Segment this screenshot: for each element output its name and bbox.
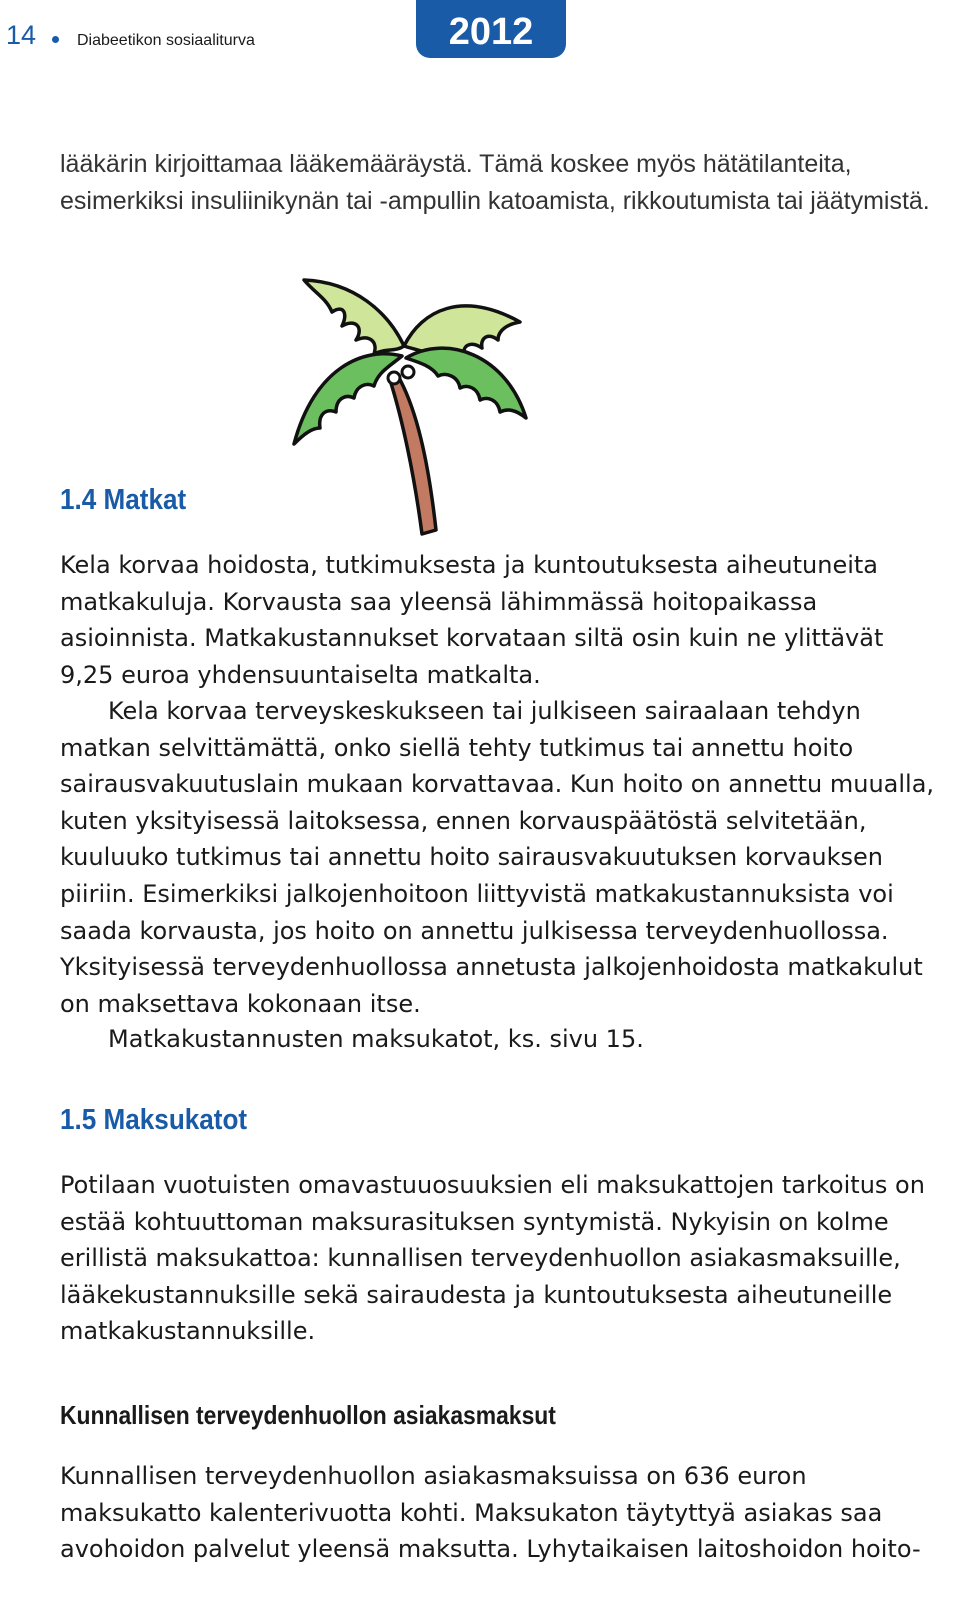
paragraph-matkat-1: Kela korvaa hoidosta, tutkimuksesta ja kuntoutuksesta aiheutuneita matkakuluja. Korvausta saa yleensä lähimmässä hoitopaikassa asioinnista. Matkakustannukset korvataan siltä osin kuin ne ylittävät 9,25 euroa yhdensuuntaiselta matkalta.	[60, 551, 884, 689]
section-heading-maksukatot: 1.5 Maksukatot	[60, 1104, 248, 1136]
bullet-dot-icon	[52, 36, 59, 43]
paragraph-matkat-2: Kela korvaa terveyskeskukseen tai julkiseen sairaalaan tehdyn matkan selvittämättä, onko siellä tehty tutkimus tai annettu hoito sairausvakuutuslain mukaan korvattavaa. Kun hoito on annettu muualla, kuten yksityisessä laitoksessa, ennen korvauspäätöstä selvitetään, kuuluuko tutkimus tai annettu hoito sairausvakuutuksen korvauksen piiriin. Esimerkiksi jalkojenhoitoon liittyvistä matkakustannuksista voi saada korvausta, jos hoito on annettu julkisessa terveydenhuollossa. Yksityisessä terveydenhuollossa annetusta jalkojenhoidosta matkakulut on maksettava kokonaan itse.	[60, 697, 935, 1018]
palm-tree-icon	[286, 268, 536, 536]
paragraph-matkat-3: Matkakustannusten maksukatot, ks. sivu 15.	[108, 1025, 644, 1053]
paragraph-maksukatot: Potilaan vuotuisten omavastuuosuuksien eli maksukattojen tarkoitus on estää kohtuuttoman maksurasituksen syntymistä. Nykyisin on kolme erillistä maksukattoa: kunnallisen terveydenhuollon asiakasmaksuille, lääkekustannuksille sekä sairaudesta ja kuntoutuksesta aiheutuneille matkakustannuksille.	[60, 1171, 925, 1346]
page-header	[0, 0, 960, 80]
paragraph-kunnallisen: Kunnallisen terveydenhuollon asiakasmaksuissa on 636 euron maksukatto kalenterivuotta kohti. Maksukaton täytyttyä asiakas saa avohoidon palvelut yleensä maksutta. Lyhytaikaisen laitoshoidon hoito-	[60, 1462, 921, 1564]
running-title: Diabeetikon sosiaaliturva	[77, 32, 255, 49]
page-number: 14	[6, 20, 37, 50]
subheading-kunnallisen: Kunnallisen terveydenhuollon asiakasmaksut	[60, 1400, 556, 1430]
intro-paragraph: lääkärin kirjoittamaa lääkemääräystä. Tämä koskee myös hätätilanteita, esimerkiksi insuliinikynän tai -ampullin katoamista, rikkoutumista tai jäätymistä.	[60, 150, 930, 215]
year-tab: 2012	[416, 0, 566, 58]
section-heading-matkat: 1.4 Matkat	[60, 484, 187, 516]
